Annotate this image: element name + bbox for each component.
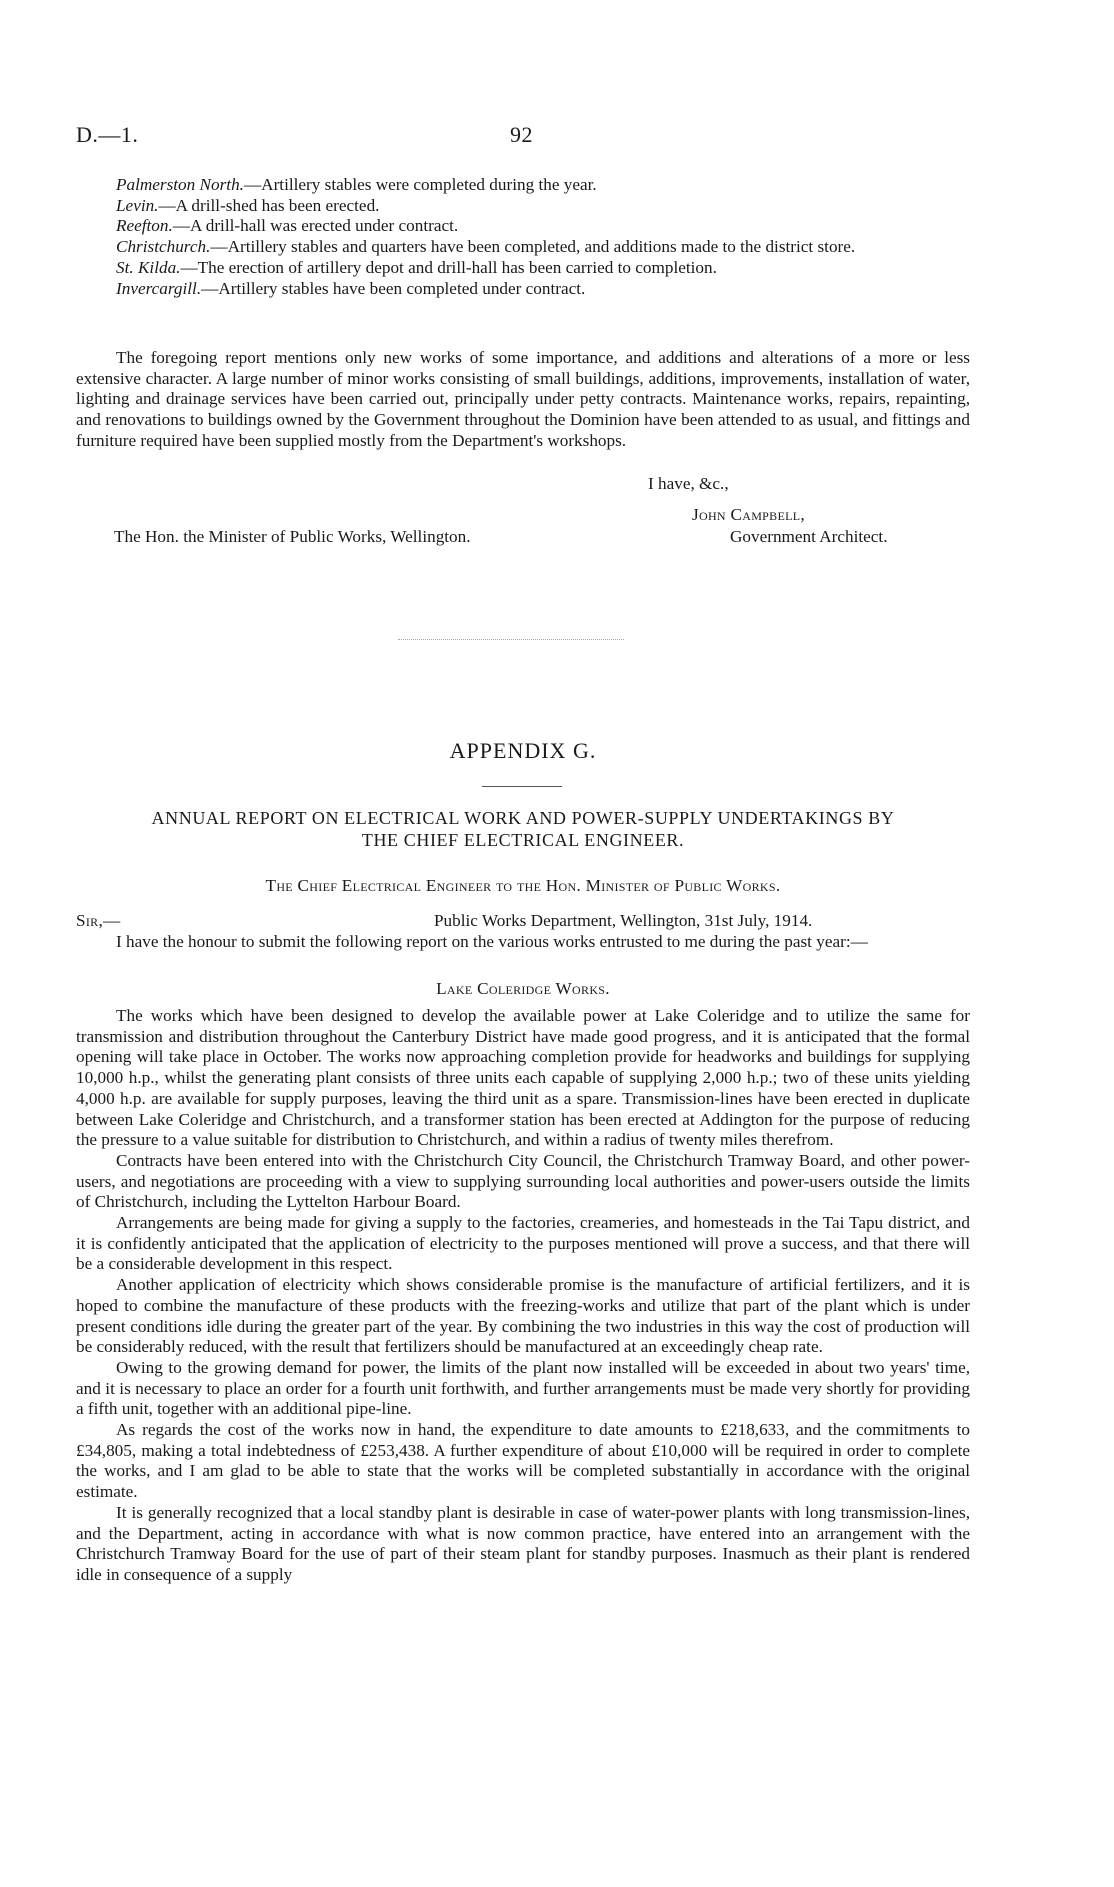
body-paragraph: The works which have been designed to develop the available power at Lake Coleridge and to utilize the same for transmission and distribution throughout the Canterbury District have made good progress, and it is anticipated that the formal opening will take place in October. The works now approaching completion provide for headworks and buildings for supplying 10,000 h.p., whilst the generating plant consists of three units each capable of supplying 2,000 h.p.; two of these units yielding 4,000 h.p. are available for supply purposes, leaving the third unit as a spare. Transmission-lines have been erected in duplicate between Lake Coleridge and Christchurch, and a transformer station has been erected at Addington for the purpose of reducing the pressure to a value suitable for distribution to Christchurch, and within a radius of twenty miles therefrom. [76, 1006, 970, 1150]
from-to-line: The Chief Electrical Engineer to the Hon. Minister of Public Works. [265, 876, 781, 895]
page-number: 92 [510, 122, 533, 147]
section-divider [398, 639, 624, 640]
sign-off-phrase: I have, &c., [648, 474, 729, 493]
list-item [76, 196, 970, 217]
report-title-line-2: THE CHIEF ELECTRICAL ENGINEER. [361, 830, 685, 850]
place-name: St. Kilda. [116, 257, 181, 277]
signatory-name: John Campbell, [692, 505, 805, 524]
dateline: Public Works Department, Wellington, 31st July, 1914. [434, 911, 813, 930]
list-item [76, 279, 970, 300]
addressee: The Hon. the Minister of Public Works, Wellington. [114, 527, 471, 546]
body-paragraph: Another application of electricity which shows considerable promise is the manufacture of artificial fertilizers, and it is hoped to combine the manufacture of these products with the freezing-works and utilize that part of the plant which is under present conditions idle during the greater part of the year. By combining the two industries in this way the cost of production will be considerably reduced, with the result that fertilizers should be manufactured at an exceedingly cheap rate. [76, 1275, 970, 1357]
body-paragraph: As regards the cost of the works now in hand, the expenditure to date amounts to £218,633, and the commitments to £34,805, making a total indebtedness of £253,438. A further expenditure of about £10,000 will be required in order to complete the works, and I am glad to be able to state that the works will be completed substantially in accordance with the original estimate. [76, 1420, 970, 1502]
report-body [76, 1006, 970, 1586]
closing-paragraph: The foregoing report mentions only new works of some importance, and additions and alterations of a more or less extensive character. A large number of minor works consisting of small buildings, additions, improvements, installation of water, lighting and drainage services have been carried out, principally under petty contracts. Maintenance works, repairs, repainting, and renovations to buildings owned by the Government throughout the Dominion have been attended to as usual, and fittings and furniture required have been supplied mostly from the Department's workshops. [76, 348, 970, 450]
body-paragraph: Contracts have been entered into with the Christchurch City Council, the Christchurch Tramway Board, and other power-users, and negotiations are proceeding with a view to supplying surrounding local authorities and power-users outside the limits of Christchurch, including the Lyttelton Harbour Board. [76, 1150, 970, 1212]
item-text: —Artillery stables and quarters have been completed, and additions made to the district store. [210, 237, 856, 257]
item-text: —The erection of artillery depot and drill-hall has been carried to completion. [180, 257, 717, 277]
item-text: —Artillery stables have been completed under contract. [201, 278, 586, 298]
item-text: —A drill-shed has been erected. [158, 195, 380, 215]
list-item [76, 216, 970, 237]
body-paragraph: Owing to the growing demand for power, the limits of the plant now installed will be exceeded in about two years' time, and it is necessary to place an order for a fourth unit forthwith, and further arrangements must be made very shortly for providing a fifth unit, together with an additional pipe-line. [76, 1357, 970, 1419]
place-name: Levin. [116, 195, 159, 215]
heading-rule [482, 786, 562, 787]
section-heading: Lake Coleridge Works. [436, 979, 610, 998]
place-name: Reefton. [116, 216, 173, 236]
list-item [76, 237, 970, 258]
list-item [76, 258, 970, 279]
place-name: Christchurch. [116, 237, 211, 257]
place-name: Invercargill. [116, 278, 202, 298]
works-list [76, 175, 970, 299]
document-reference: D.—1. [76, 122, 139, 147]
list-item [76, 175, 970, 196]
place-name: Palmerston North. [116, 175, 244, 194]
item-text: —A drill-hall was erected under contract. [172, 216, 459, 236]
signatory-title: Government Architect. [730, 527, 888, 546]
opening-paragraph: I have the honour to submit the following report on the various works entrusted to me during the past year:— [116, 932, 868, 951]
item-text: —Artillery stables were completed during the year. [243, 175, 597, 194]
appendix-heading: APPENDIX G. [449, 738, 597, 763]
salutation: Sir,— [76, 911, 121, 930]
body-paragraph: Arrangements are being made for giving a supply to the factories, creameries, and homesteads in the Tai Tapu district, and it is confidently anticipated that the application of electricity to the purposes mentioned will prove a success, and that there will be a considerable development in this respect. [76, 1213, 970, 1274]
report-title-line-1: ANNUAL REPORT ON ELECTRICAL WORK AND POWER-SUPPLY UNDERTAKINGS BY [151, 808, 895, 828]
body-paragraph: It is generally recognized that a local standby plant is desirable in case of water-power plants with long transmission-lines, and the Department, acting in accordance with what is now common practice, have entered into an arrangement with the Christchurch Tramway Board for the use of part of their steam plant for standby purposes. Inasmuch as their plant is rendered idle in consequence of a supply [76, 1502, 970, 1584]
